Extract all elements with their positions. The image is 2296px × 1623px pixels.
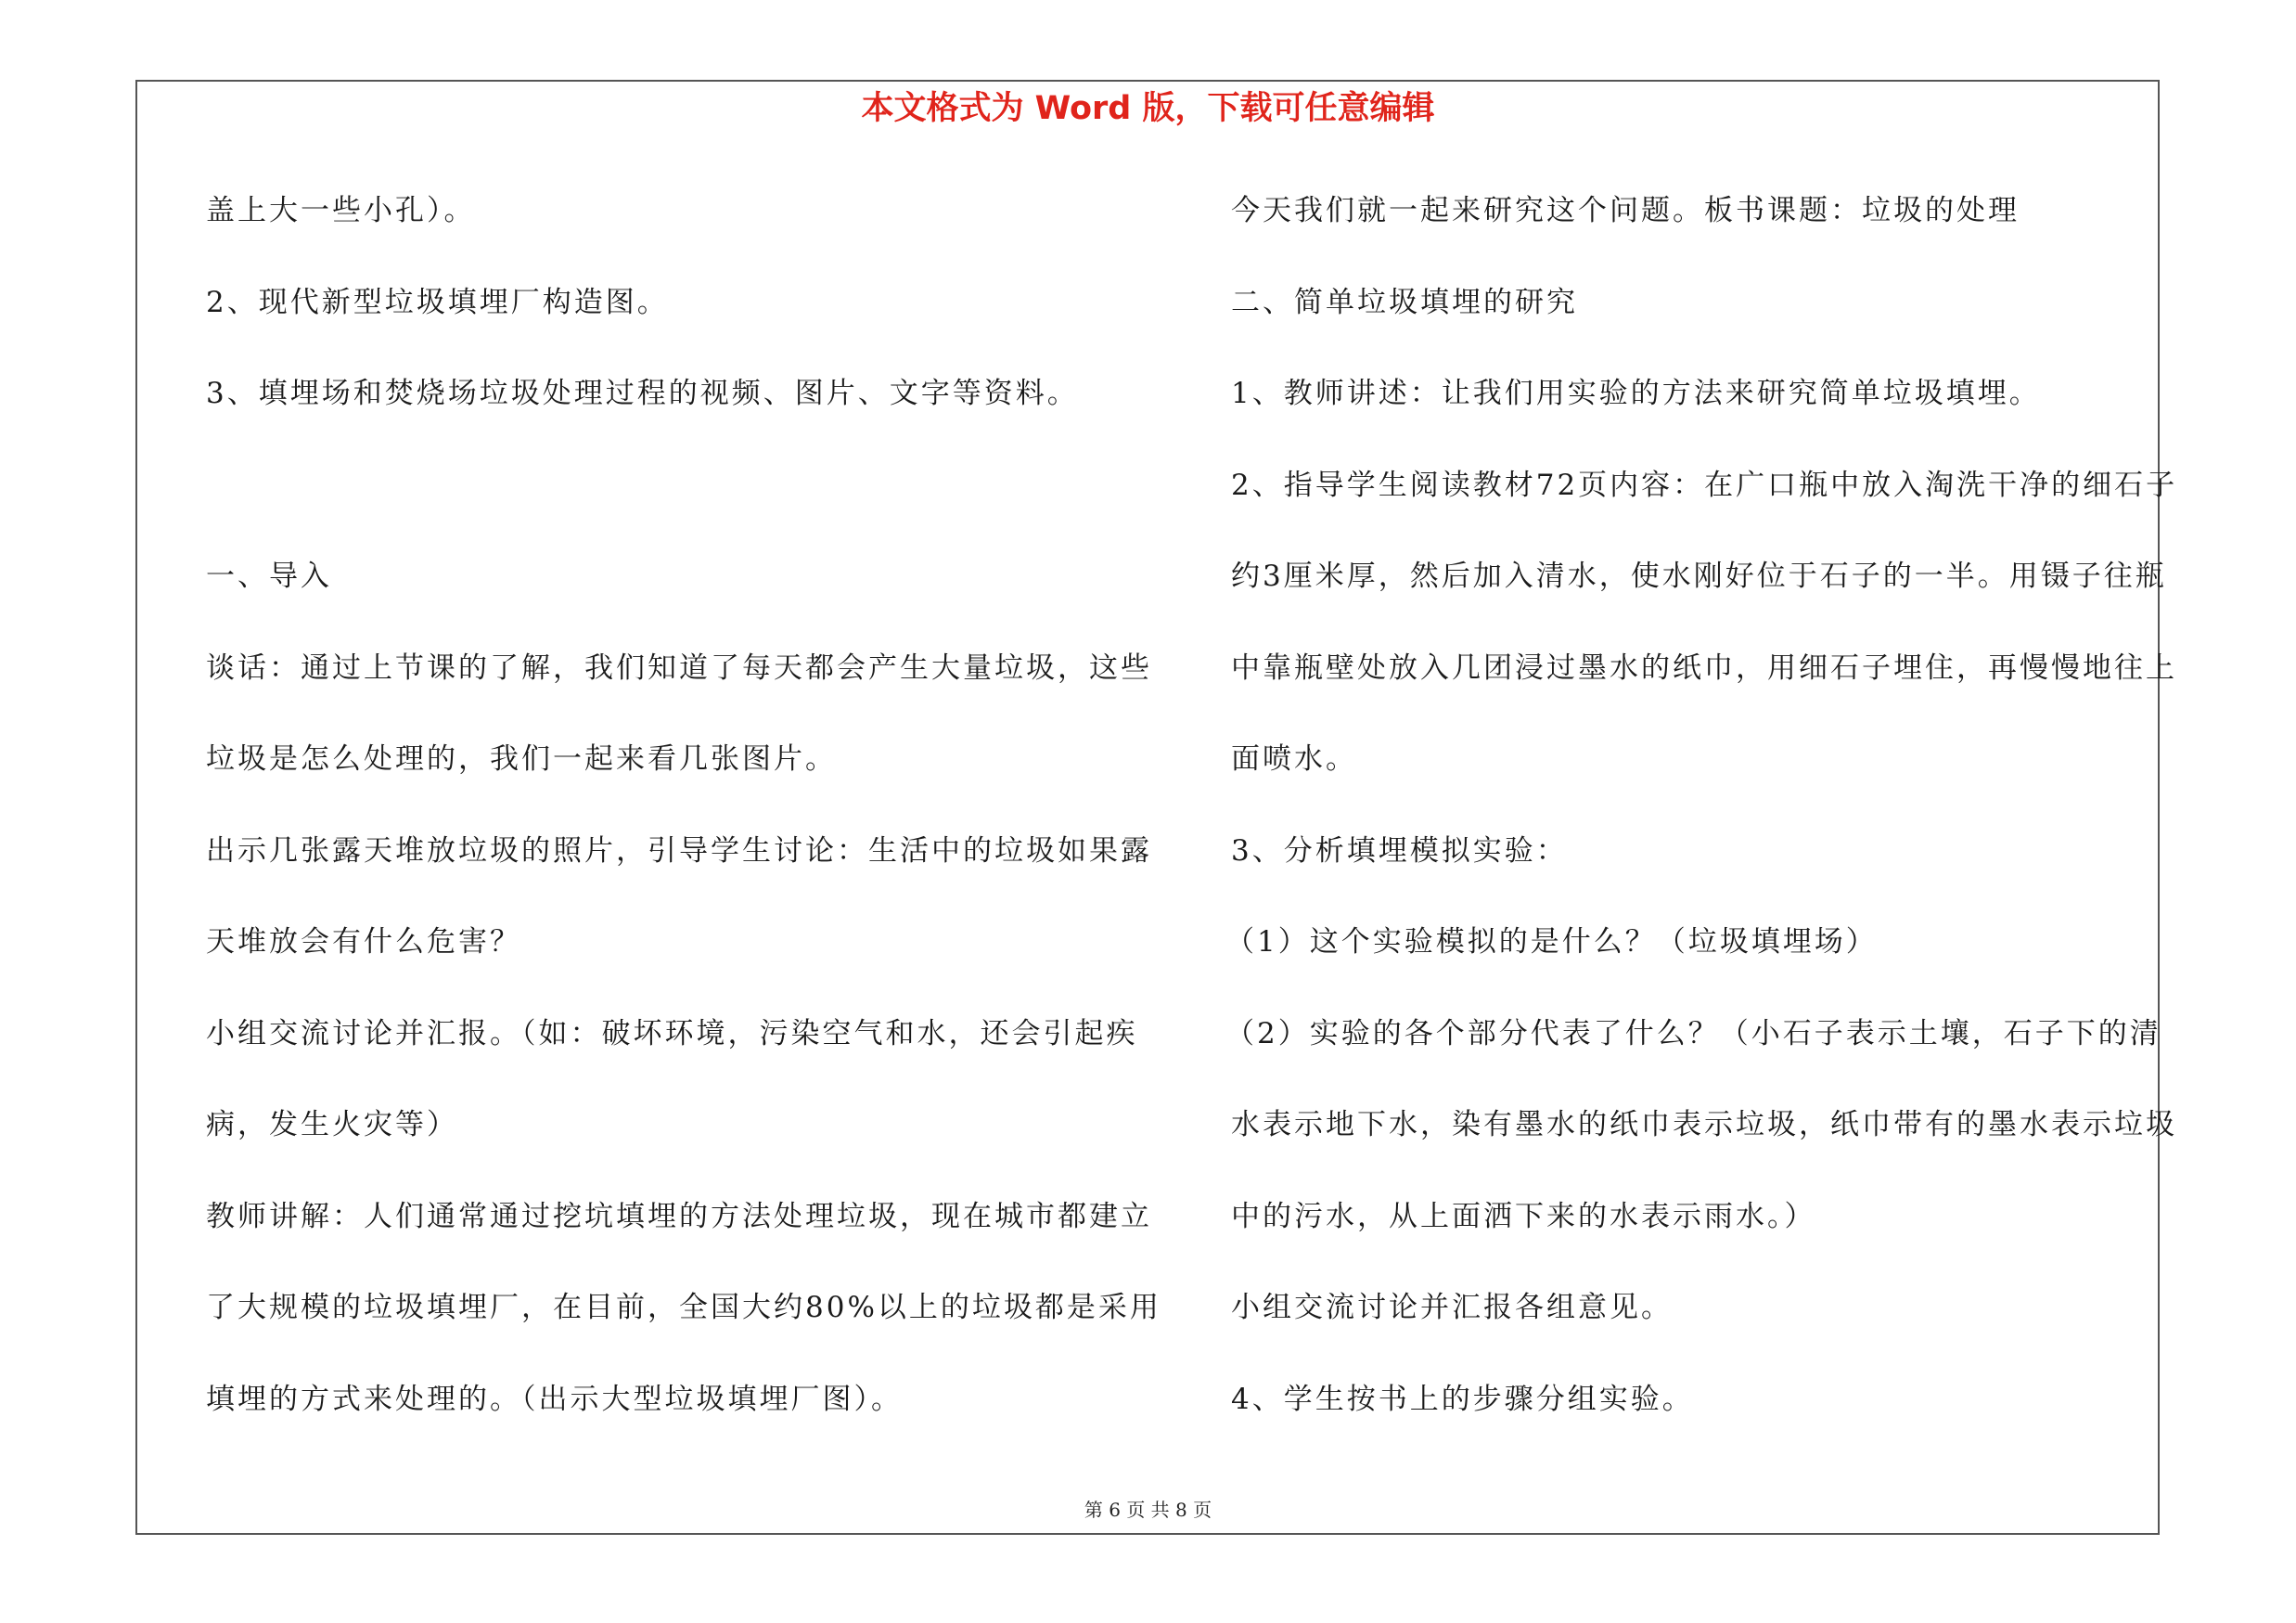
text-line: 1、教师讲述：让我们用实验的方法来研究简单垃圾填埋。 — [1231, 377, 2041, 410]
text-line: 盖上大一些小孔）。 — [206, 194, 476, 227]
text-line: 天堆放会有什么危害？ — [206, 925, 521, 959]
text-line: 中靠瓶壁处放入几团浸过墨水的纸巾，用细石子埋住，再慢慢地往上 — [1231, 650, 2177, 685]
text-line: 4、学生按书上的步骤分组实验。 — [1231, 1382, 1694, 1416]
text-line: 3、填埋场和焚烧场垃圾处理过程的视频、图片、文字等资料。 — [206, 377, 1079, 410]
section-heading: 二、简单垃圾填埋的研究 — [1231, 285, 1578, 319]
text-line: 3、分析填埋模拟实验： — [1231, 833, 1568, 868]
text-line: 出示几张露天堆放垃圾的照片，引导学生讨论：生活中的垃圾如果露 — [206, 833, 1152, 868]
text-line: 病，发生火灾等） — [206, 1108, 458, 1141]
text-line: 教师讲解：人们通常通过挖坑填埋的方法处理垃圾，现在城市都建立 — [206, 1199, 1152, 1233]
text-line: 2、指导学生阅读教材72页内容：在广口瓶中放入淘洗干净的细石子 — [1231, 468, 2178, 502]
text-line: （1）这个实验模拟的是什么？（垃圾填埋场） — [1225, 925, 1878, 959]
text-line: 填埋的方式来处理的。（出示大型垃圾填埋厂图）。 — [206, 1382, 903, 1416]
section-heading: 一、导入 — [206, 560, 332, 593]
blank-line — [206, 457, 1138, 549]
text-line: 水表示地下水，染有墨水的纸巾表示垃圾，纸巾带有的墨水表示垃圾 — [1231, 1108, 2177, 1141]
word-format-banner: 本文格式为 Word 版，下载可任意编辑 — [861, 90, 1435, 127]
text-line: 今天我们就一起来研究这个问题。板书课题：垃圾的处理 — [1231, 194, 2020, 227]
text-line: 谈话：通过上节课的了解，我们知道了每天都会产生大量垃圾，这些 — [206, 650, 1152, 685]
text-line: 小组交流讨论并汇报。（如：破坏环境，污染空气和水，还会引起疾 — [206, 1016, 1138, 1050]
text-line: （2）实验的各个部分代表了什么？（小石子表示土壤，石子下的清 — [1225, 1016, 2161, 1050]
left-text-column — [206, 183, 1161, 1462]
text-line: 垃圾是怎么处理的，我们一起来看几张图片。 — [206, 742, 837, 776]
text-line: 约3厘米厚，然后加入清水，使水刚好位于石子的一半。用镊子往瓶 — [1231, 560, 2167, 593]
text-line: 了大规模的垃圾填埋厂，在目前，全国大约80%以上的垃圾都是采用 — [206, 1291, 1161, 1324]
text-line: 面喷水。 — [1231, 742, 1357, 776]
page-number-footer: 第 6 页 共 8 页 — [1084, 1499, 1212, 1521]
right-text-column — [1225, 183, 2178, 1462]
text-line: 2、现代新型垃圾填埋厂构造图。 — [206, 285, 669, 319]
text-line: 小组交流讨论并汇报各组意见。 — [1231, 1291, 1673, 1324]
text-line: 中的污水，从上面洒下来的水表示雨水。） — [1231, 1199, 1816, 1233]
